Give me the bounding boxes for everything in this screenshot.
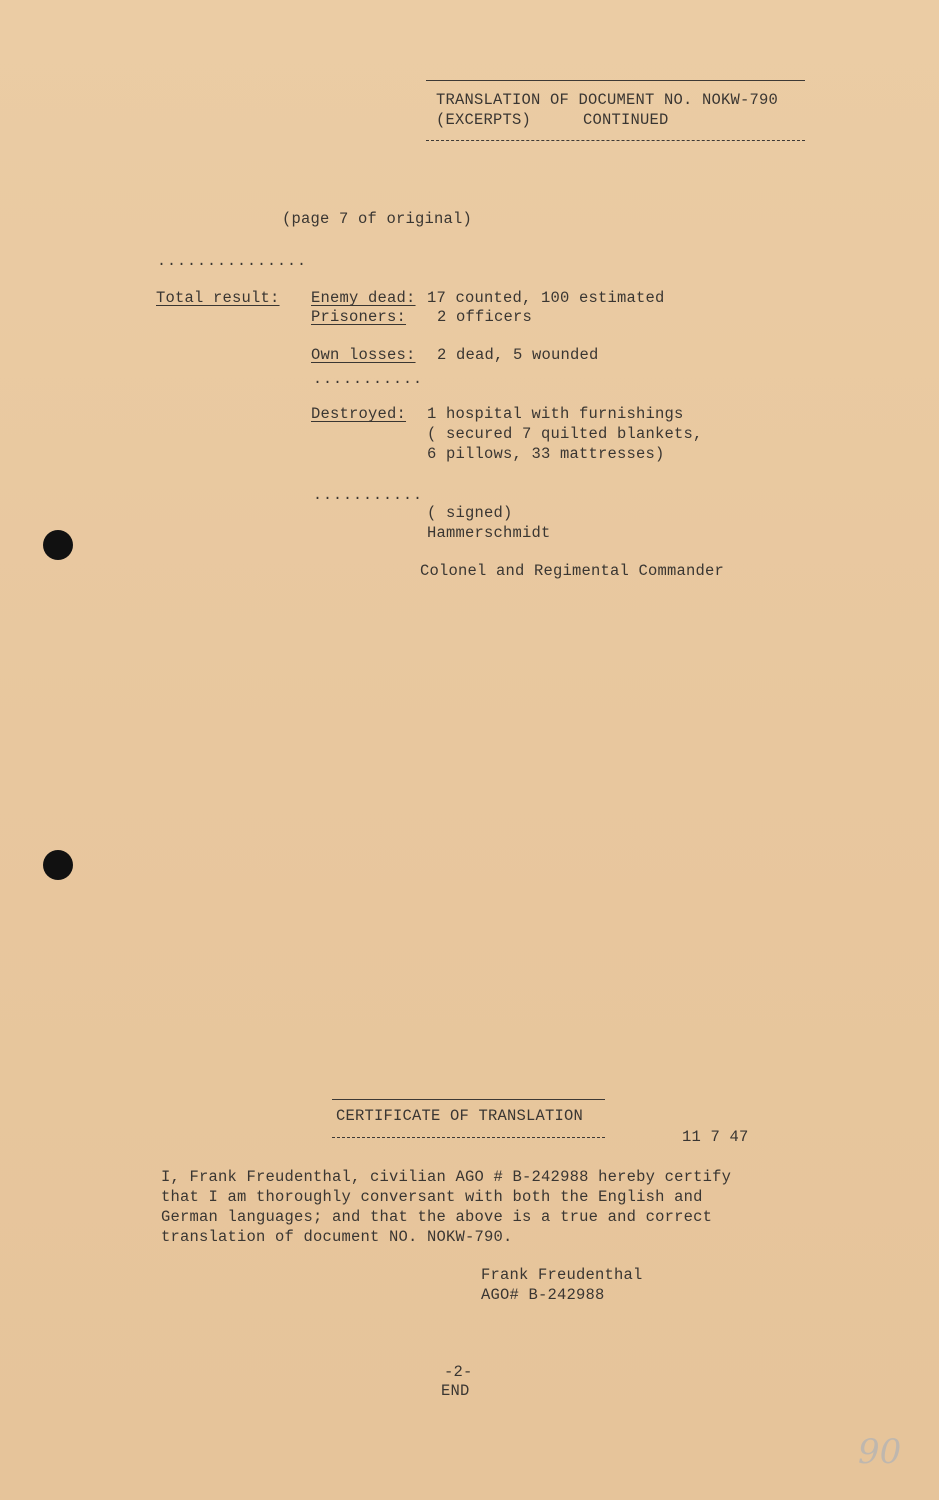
header-top-rule: [426, 80, 805, 81]
end-marker: END: [441, 1382, 470, 1400]
punch-hole-top: [43, 530, 73, 560]
handwritten-page-number: 90: [858, 1432, 902, 1472]
header-excerpts: (EXCERPTS): [436, 111, 532, 129]
signer-name: Hammerschmidt: [427, 524, 551, 542]
certificate-line-1: I, Frank Freudenthal, civilian AGO # B-242988 hereby certify: [161, 1168, 732, 1186]
page-number: -2-: [444, 1363, 473, 1381]
signer-title: Colonel and Regimental Commander: [420, 562, 725, 580]
ellipsis-row-3: ...........: [313, 487, 424, 504]
page-reference: (page 7 of original): [282, 210, 473, 228]
total-result-label: Total result:: [156, 289, 280, 307]
destroyed-line-3: 6 pillows, 33 mattresses): [427, 445, 665, 463]
header-title: TRANSLATION OF DOCUMENT NO. NOKW-790: [436, 91, 779, 109]
prisoners-label: Prisoners:: [311, 308, 407, 326]
enemy-dead-value: 17 counted, 100 estimated: [427, 289, 665, 307]
certificate-top-rule: [332, 1099, 605, 1100]
certificate-line-3: German languages; and that the above is a true and correct: [161, 1208, 713, 1226]
translator-name: Frank Freudenthal: [481, 1266, 643, 1284]
ellipsis-row-2: ...........: [313, 371, 424, 388]
certificate-title: CERTIFICATE OF TRANSLATION: [336, 1107, 584, 1125]
punch-hole-bottom: [43, 850, 73, 880]
certificate-line-4: translation of document NO. NOKW-790.: [161, 1228, 513, 1246]
certificate-bottom-rule: [332, 1137, 605, 1138]
signed-note: ( signed): [427, 504, 513, 522]
header-continued: CONTINUED: [583, 111, 669, 129]
certificate-date: 11 7 47: [682, 1128, 749, 1146]
certificate-line-2: that I am thoroughly conversant with both the English and: [161, 1188, 703, 1206]
own-losses-value: 2 dead, 5 wounded: [437, 346, 599, 364]
destroyed-line-2: ( secured 7 quilted blankets,: [427, 425, 703, 443]
prisoners-value: 2 officers: [437, 308, 533, 326]
destroyed-line-1: 1 hospital with furnishings: [427, 405, 684, 423]
destroyed-label: Destroyed:: [311, 405, 407, 423]
translator-ago: AGO# B-242988: [481, 1286, 605, 1304]
ellipsis-row-1: ...............: [157, 253, 308, 270]
enemy-dead-label: Enemy dead:: [311, 289, 416, 307]
header-bottom-rule: [426, 140, 805, 141]
own-losses-label: Own losses:: [311, 346, 416, 364]
